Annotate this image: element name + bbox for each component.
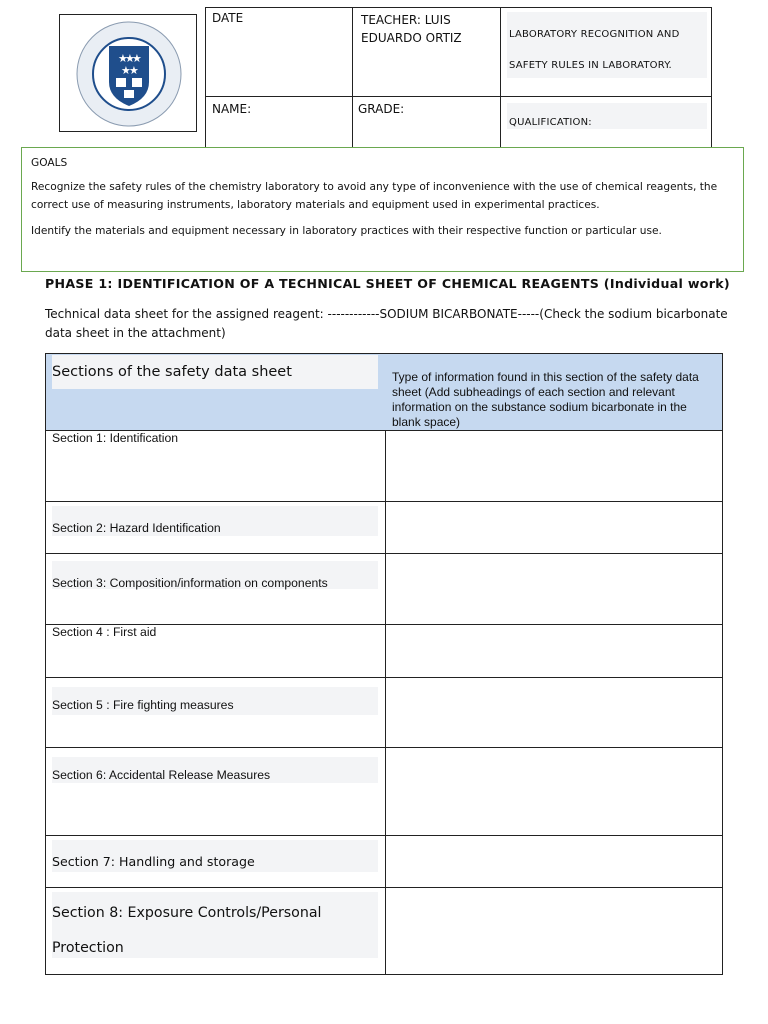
- table-row: [46, 430, 722, 501]
- section-3-info[interactable]: [392, 560, 718, 620]
- section-8-label: Section 8: Exposure Controls/Personal Protection: [52, 892, 378, 958]
- qualification-label: QUALIFICATION:: [509, 117, 592, 128]
- section-4-info[interactable]: [392, 631, 718, 671]
- goals-paragraph-2: Identify the materials and equipment necessary in laboratory practices with their respective function or particular use.: [31, 225, 662, 237]
- section-6-info[interactable]: [392, 754, 718, 830]
- teacher-label: TEACHER: LUIS EDUARDO ORTIZ: [361, 13, 462, 45]
- goals-paragraph-1: Recognize the safety rules of the chemistry laboratory to avoid any type of inconvenience with the use of chemical reagents, the correct use of measuring instruments, laboratory materials and equipment used in experimental practices.: [31, 181, 718, 211]
- sds-table: [45, 353, 723, 975]
- name-label: NAME:: [212, 102, 252, 116]
- grade-label: GRADE:: [358, 102, 405, 116]
- svg-text:★: ★: [118, 52, 128, 65]
- section-3-label: Section 3: Composition/information on components: [52, 561, 378, 589]
- section-8-info[interactable]: [392, 894, 718, 968]
- section-7-label: Section 7: Handling and storage: [52, 840, 378, 872]
- goals-title: GOALS: [31, 157, 68, 169]
- title-block: [507, 12, 707, 78]
- svg-text:★: ★: [125, 52, 135, 65]
- section-2-info[interactable]: [392, 508, 718, 548]
- phase-title: PHASE 1: IDENTIFICATION OF A TECHNICAL SHEET OF CHEMICAL REAGENTS (Individual work): [45, 276, 730, 291]
- table-row: [46, 887, 722, 974]
- section-6-label: Section 6: Accidental Release Measures: [52, 757, 378, 783]
- table-header-row: [46, 354, 722, 430]
- section-2-label: Section 2: Hazard Identification: [52, 506, 378, 536]
- col1-header: Sections of the safety data sheet: [52, 355, 378, 389]
- col2-header: Type of information found in this section of the safety data sheet (Add subheadings of each section and relevant information on the substance sodium bicarbonate in the blank space): [392, 370, 699, 429]
- school-logo: [59, 14, 197, 132]
- goals-box: [21, 147, 744, 272]
- date-label: DATE: [212, 11, 244, 25]
- table-row: [46, 747, 722, 835]
- svg-text:★: ★: [132, 52, 142, 65]
- svg-text:★: ★: [129, 64, 139, 77]
- svg-text:★: ★: [121, 64, 131, 77]
- table-row: [46, 624, 722, 677]
- title-line-1: LABORATORY RECOGNITION AND: [509, 29, 680, 40]
- school-crest-icon: [68, 20, 190, 128]
- table-row: [46, 553, 722, 624]
- table-row: [46, 501, 722, 553]
- title-line-2: SAFETY RULES IN LABORATORY.: [509, 60, 672, 71]
- header-table: [205, 7, 712, 148]
- section-5-label: Section 5 : Fire fighting measures: [52, 687, 378, 715]
- phase-intro: Technical data sheet for the assigned reagent: ------------SODIUM BICARBONATE-----(Check the sodium bicarbonate data sheet in the attachment): [45, 307, 728, 340]
- table-row: [46, 835, 722, 887]
- qualification-field: [507, 103, 707, 129]
- table-row: [46, 677, 722, 747]
- section-1-info[interactable]: [392, 437, 718, 497]
- section-4-label: Section 4 : First aid: [52, 625, 157, 639]
- section-1-label: Section 1: Identification: [52, 431, 179, 445]
- section-7-info[interactable]: [392, 842, 718, 882]
- section-5-info[interactable]: [392, 684, 718, 742]
